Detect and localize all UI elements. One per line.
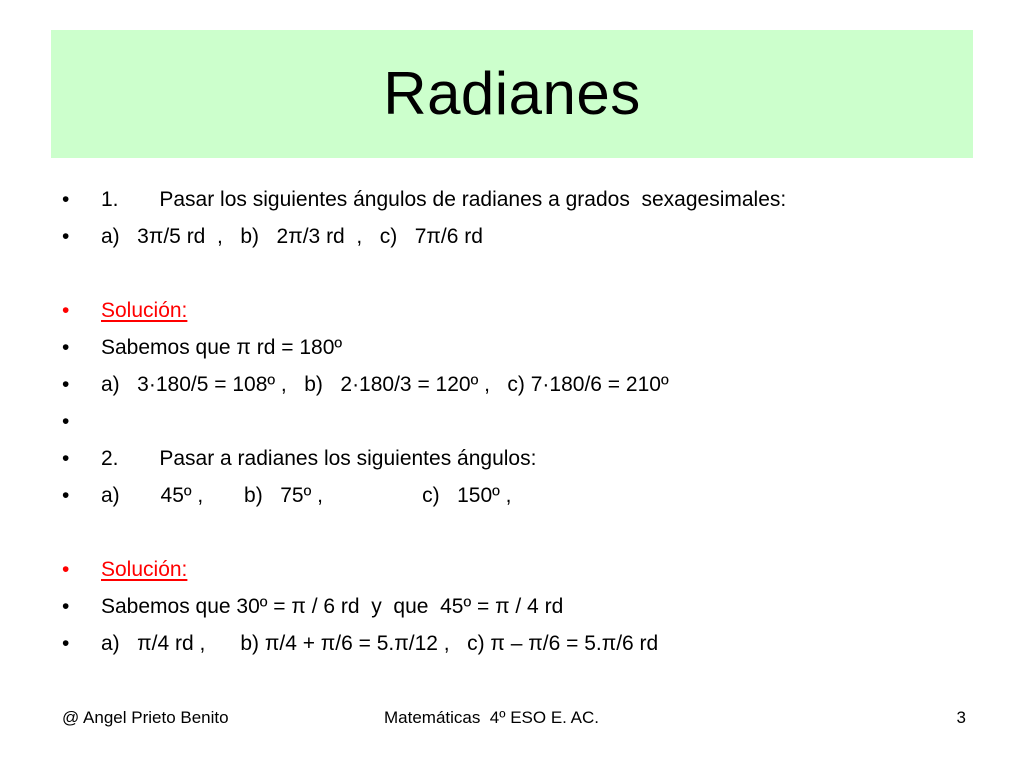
bullet-list xyxy=(62,188,982,669)
bullet-item xyxy=(62,595,982,632)
bullet-marker: • xyxy=(62,447,70,470)
bullet-item xyxy=(62,336,982,373)
bullet-marker: • xyxy=(62,558,70,581)
bullet-item-solution xyxy=(62,558,982,595)
bullet-marker: • xyxy=(62,595,70,618)
bullet-item-solution xyxy=(62,299,982,336)
bullet-item xyxy=(62,225,982,262)
bullet-item xyxy=(62,447,982,484)
solution-heading: Solución: xyxy=(101,558,188,581)
blank-line xyxy=(62,521,982,558)
bullet-marker: • xyxy=(62,484,70,507)
blank-line xyxy=(62,262,982,299)
bullet-item-empty xyxy=(62,410,982,447)
bullet-item xyxy=(62,632,982,669)
bullet-marker: • xyxy=(62,188,70,211)
bullet-text: 2. Pasar a radianes los siguientes ángulos: xyxy=(101,447,537,470)
bullet-text: 1. Pasar los siguientes ángulos de radianes a grados sexagesimales: xyxy=(101,188,787,211)
bullet-marker: • xyxy=(62,336,70,359)
title-banner xyxy=(51,30,973,158)
bullet-item xyxy=(62,484,982,521)
bullet-marker: • xyxy=(62,299,70,322)
solution-heading: Solución: xyxy=(101,299,188,322)
footer-course: Matemáticas 4º ESO E. AC. xyxy=(384,708,600,727)
bullet-marker: • xyxy=(62,373,70,396)
footer-author: @ Angel Prieto Benito xyxy=(62,708,229,727)
bullet-marker: • xyxy=(62,632,70,655)
bullet-text: Sabemos que 30º = π / 6 rd y que 45º = π / 4 rd xyxy=(101,595,564,618)
bullet-text: a) 3π/5 rd , b) 2π/3 rd , c) 7π/6 rd xyxy=(101,225,483,248)
bullet-marker: • xyxy=(62,410,70,433)
bullet-item xyxy=(62,373,982,410)
bullet-item xyxy=(62,188,982,225)
bullet-text: a) 45º , b) 75º , c) 150º , xyxy=(101,484,512,507)
footer-page-number: 3 xyxy=(956,708,966,727)
bullet-text: a) 3·180/5 = 108º , b) 2·180/3 = 120º , c) 7·180/6 = 210º xyxy=(101,373,669,396)
bullet-text: a) π/4 rd , b) π/4 + π/6 = 5.π/12 , c) π – π/6 = 5.π/6 rd xyxy=(101,632,659,655)
bullet-marker: • xyxy=(62,225,70,248)
bullet-text: Sabemos que π rd = 180º xyxy=(101,336,343,359)
slide-title: Radianes xyxy=(383,60,641,127)
